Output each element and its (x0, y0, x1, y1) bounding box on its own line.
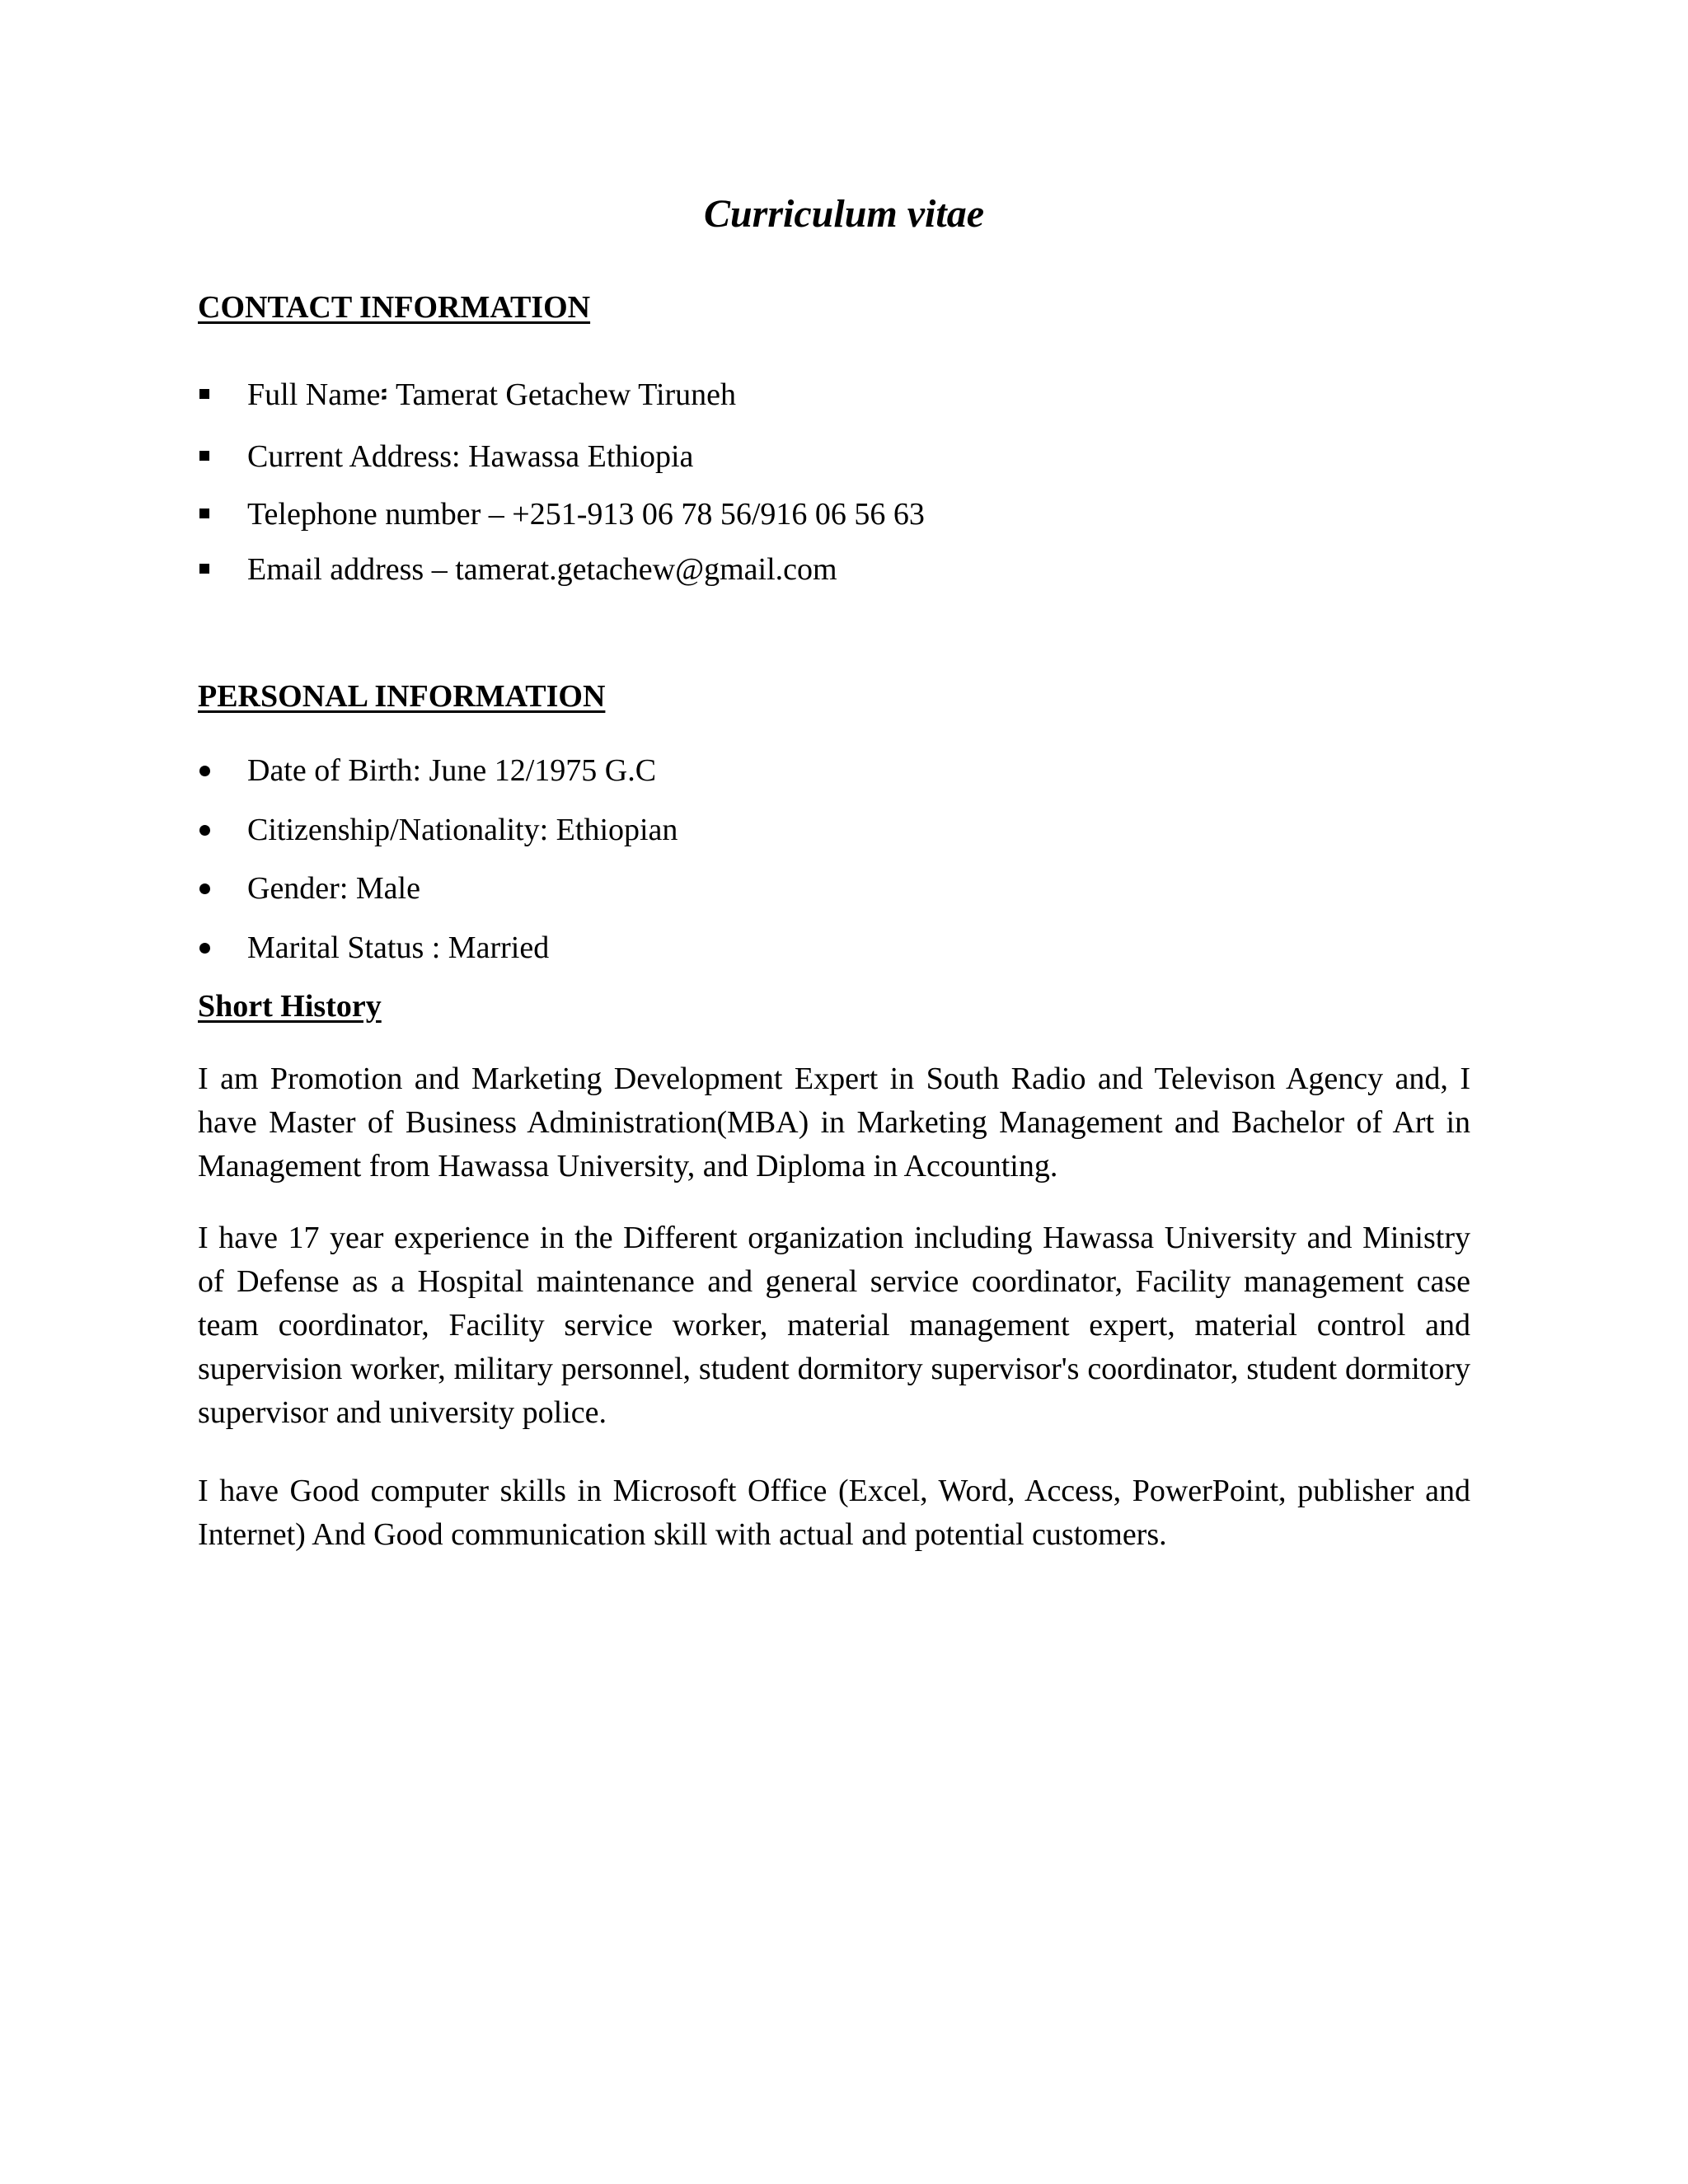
history-paragraph-skills: I have Good computer skills in Microsoft Office (Excel, Word, Access, PowerPoint, publisher and Internet) And Good communication skill with actual and potential customers. (198, 1474, 1470, 1552)
cv-page: Curriculum vitae CONTACT INFORMATION Full Name፡ Tamerat Getachew Tiruneh Current Address: Hawassa Ethiopia Telephone number – +251-913 06 78 56/916 06 56 63 Email address – tamerat.getachew@gmail.com PERSONAL INFORMATION Date of Birth: June 12/1975 G.C Citizenship/Nationality: Ethiopian Gender: Male Marital Status : Married Short History I am Promotion and Marketing Development Expert in South Radio and Televison Agency and, I have Master of Business Administration(MBA) in Marketing Management and Bachelor of Art in Management from Hawassa University, and Diploma in Accounting. I have 17 year experience in the Different organization including Hawassa University and Ministry of Defense as a Hospital maintenance and general service coordinator, Facility management case team coordinator, Facility service worker, material management expert, material control and supervision worker, military personnel, student dormitory supervisor's coordinator, student dormitory supervisor and university police. I have Good computer skills in Microsoft Office (Excel, Word, Access, PowerPoint, publisher and Internet) And Good communication skill with actual and potential customers. (0, 0, 1688, 2184)
history-paragraph-education: I am Promotion and Marketing Development Expert in South Radio and Televison Agency and, I have Master of Business Administration(MBA) in Marketing Management and Bachelor of Art in Management from Hawassa University, and Diploma in Accounting. (198, 1062, 1470, 1183)
document-title: Curriculum vitae (703, 192, 985, 236)
personal-heading: PERSONAL INFORMATION (198, 679, 606, 714)
history-heading: Short History (198, 989, 382, 1024)
contact-heading: CONTACT INFORMATION (198, 290, 591, 325)
history-paragraph-experience: I have 17 year experience in the Different organization including Hawassa University and Ministry of Defense as a Hospital maintenance and general service coordinator, Facility management case team coordinator, Facility service worker, material management expert, material control and supervision worker, military personnel, student dormitory supervisor's coordinator, student dormitory supervisor and university police. (198, 1221, 1470, 1430)
